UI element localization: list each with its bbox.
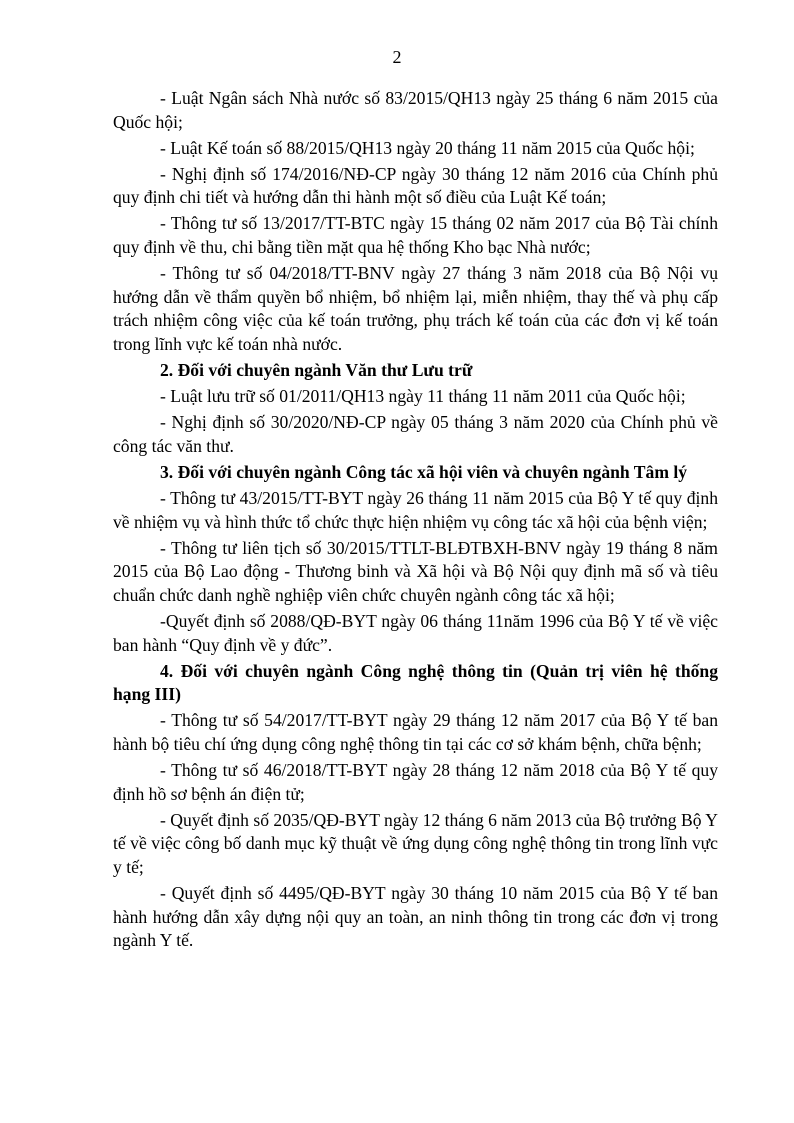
section-heading: 3. Đối với chuyên ngành Công tác xã hội viên và chuyên ngành Tâm lý (160, 461, 688, 482)
legal-reference-item: - Luật lưu trữ số 01/2011/QH13 ngày 11 tháng 11 năm 2011 của Quốc hội; (160, 386, 686, 407)
legal-reference-item: - Thông tư số 13/2017/TT-BTC ngày 15 tháng 02 năm 2017 của Bộ Tài chính quy định về thu, chi bằng tiền mặt qua hệ thống Kho bạc Nhà nước; (113, 213, 718, 258)
legal-reference-item: - Luật Ngân sách Nhà nước số 83/2015/QH13 ngày 25 tháng 6 năm 2015 của Quốc hội; (113, 88, 718, 132)
legal-reference-item: - Thông tư số 04/2018/TT-BNV ngày 27 tháng 3 năm 2018 của Bộ Nội vụ hướng dẫn về thẩm quyền bổ nhiệm, bổ nhiệm lại, miễn nhiệm, thay thế và phụ cấp trách nhiệm công việc của kế toán trưởng, phụ trách kế toán của các đơn vị kế toán trong lĩnh vực kế toán nhà nước. (113, 263, 718, 354)
legal-reference-item: - Thông tư 43/2015/TT-BYT ngày 26 tháng 11 năm 2015 của Bộ Y tế quy định về nhiệm vụ và hình thức tổ chức thực hiện nhiệm vụ công tác xã hội của bệnh viện; (113, 488, 718, 532)
legal-reference-item: -Quyết định số 2088/QĐ-BYT ngày 06 tháng 11năm 1996 của Bộ Y tế về việc ban hành “Quy định về y đức”. (113, 610, 718, 655)
section-heading: 4. Đối với chuyên ngành Công nghệ thông tin (Quản trị viên hệ thống hạng III) (113, 660, 718, 705)
page-number: 2 (392, 47, 402, 67)
legal-reference-item: - Luật Kế toán số 88/2015/QH13 ngày 20 tháng 11 năm 2015 của Quốc hội; (160, 137, 695, 158)
legal-reference-item: - Nghị định số 174/2016/NĐ-CP ngày 30 tháng 12 năm 2016 của Chính phủ quy định chi tiết và hướng dẫn thi hành một số điều của Luật Kế toán; (113, 163, 718, 208)
legal-reference-item: - Thông tư liên tịch số 30/2015/TTLT-BLĐTBXH-BNV ngày 19 tháng 8 năm 2015 của Bộ Lao động - Thương binh và Xã hội và Bộ Nội quy định mã số và tiêu chuẩn chức danh nghề nghiệp viên chức chuyên ngành công tác xã hội; (113, 537, 718, 605)
legal-reference-item: - Quyết định số 4495/QĐ-BYT ngày 30 tháng 10 năm 2015 của Bộ Y tế ban hành hướng dẫn xây dựng nội quy an toàn, an ninh thông tin trong các đơn vị trong ngành Y tế. (113, 883, 718, 951)
legal-reference-item: - Thông tư số 54/2017/TT-BYT ngày 29 tháng 12 năm 2017 của Bộ Y tế ban hành bộ tiêu chí ứng dụng công nghệ thông tin tại các cơ sở khám bệnh, chữa bệnh; (113, 710, 718, 754)
legal-reference-item: - Quyết định số 2035/QĐ-BYT ngày 12 tháng 6 năm 2013 của Bộ trưởng Bộ Y tế về việc công bố danh mục kỹ thuật về ứng dụng công nghệ thông tin trong lĩnh vực y tế; (113, 809, 718, 877)
section-heading: 2. Đối với chuyên ngành Văn thư Lưu trữ (160, 360, 473, 381)
legal-reference-item: - Nghị định số 30/2020/NĐ-CP ngày 05 tháng 3 năm 2020 của Chính phủ về công tác văn thư. (113, 412, 718, 456)
legal-reference-item: - Thông tư số 46/2018/TT-BYT ngày 28 tháng 12 năm 2018 của Bộ Y tế quy định hồ sơ bệnh án điện tử; (113, 760, 718, 804)
document-body (113, 87, 718, 955)
